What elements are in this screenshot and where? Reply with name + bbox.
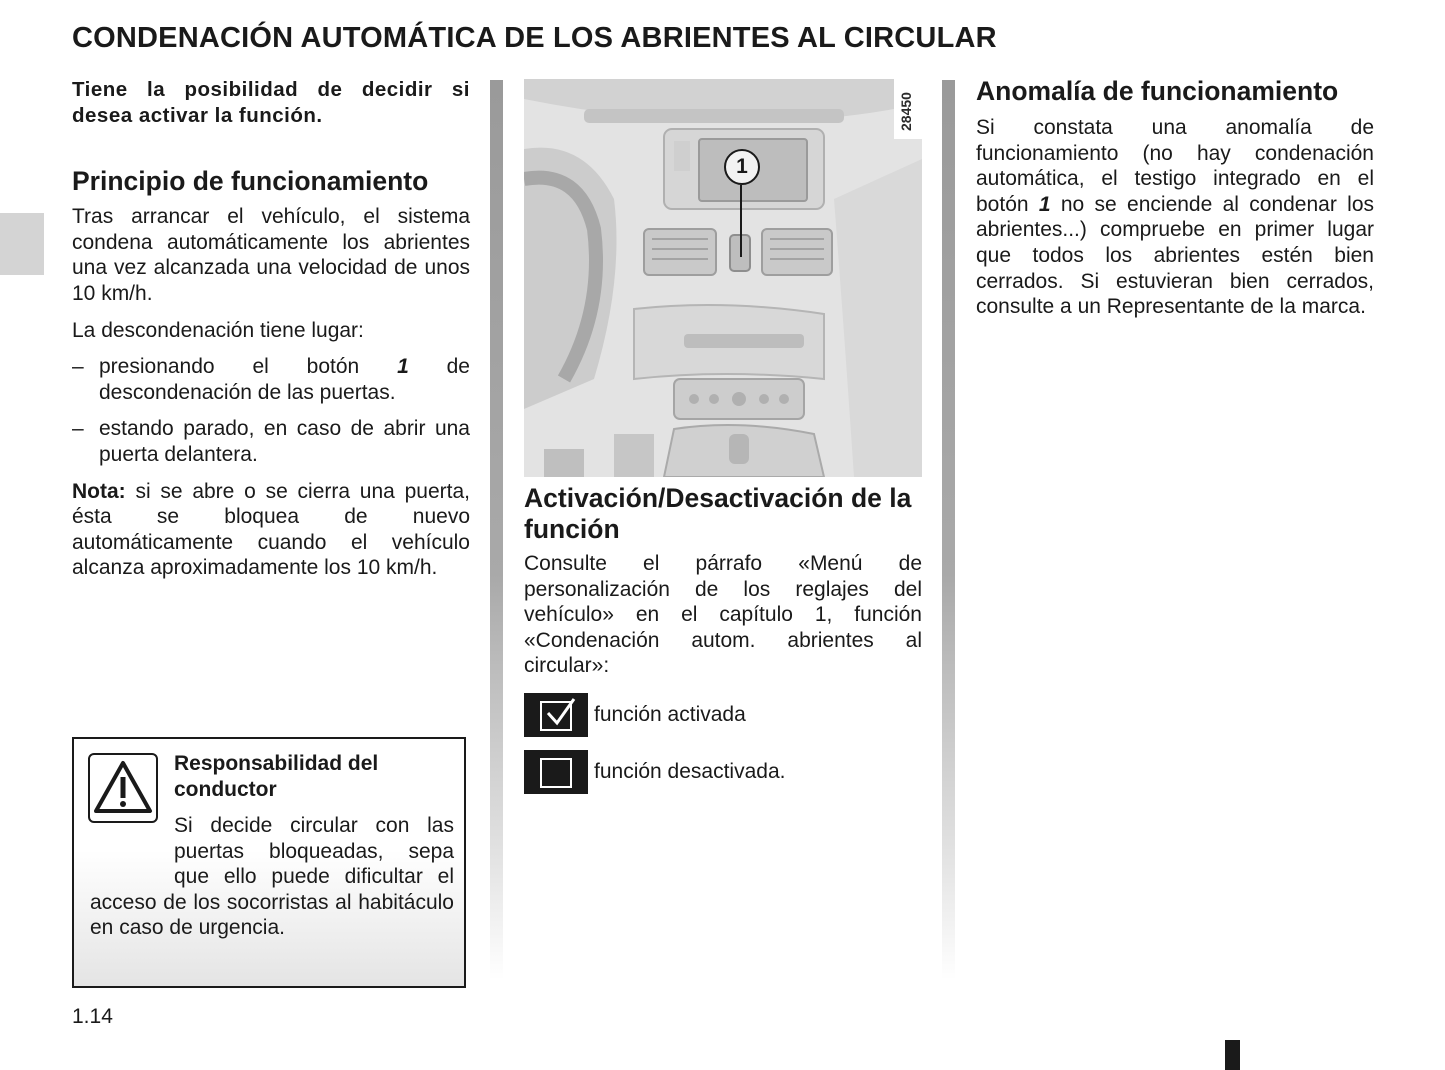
warning-title: Responsabilidad del conductor <box>174 752 379 801</box>
warning-body: Si decide circular con las puertas bloqueadas, sepa que ello puede dificultar el acceso de los socorristas al habitáculo en caso de urgencia. <box>90 814 454 940</box>
dashboard-illustration <box>524 79 922 477</box>
warning-box <box>72 737 466 988</box>
list-item-text: estando parado, en caso de abrir una puerta delantera. <box>99 417 470 466</box>
callout-line <box>740 185 742 257</box>
chapter-tab <box>0 213 44 275</box>
option-enabled <box>524 693 922 737</box>
column-middle <box>524 76 922 794</box>
note-label: Nota: <box>72 479 126 503</box>
button-ref: 1 <box>1038 192 1051 216</box>
column-left <box>72 76 470 581</box>
heading-anomalia: Anomalía de funcionamiento <box>976 76 1339 106</box>
note-paragraph: Nota: si se abre o se cierra una puerta, ésta se bloquea de nuevo automáticamente cuando el vehículo alcanza aproximadamente los 10 km/h. <box>72 479 470 580</box>
list-item <box>72 416 470 467</box>
checkbox-unchecked-icon <box>524 750 588 794</box>
activation-paragraph: Consulte el párrafo «Menú de personalización de los reglajes del vehículo» en el capítulo 1, función «Condenación autom. abrientes al circular»: <box>524 552 922 678</box>
list-item <box>72 354 470 405</box>
column-right <box>976 76 1374 320</box>
heading-principio: Principio de funcionamiento <box>72 166 429 197</box>
dash-marker: – <box>72 417 84 441</box>
unlock-intro: La descondenación tiene lugar: <box>72 318 364 342</box>
anomaly-paragraph: Si constata una anomalía de funcionamiento (no hay condenación automática, el testigo integrado en el botón 1 no se enciende al condenar los abrientes...) compruebe en primer lugar que todos los abrientes estén bien cerrados. Si estuvieran bien cerrados, consulte a un Representante de la marca. <box>976 116 1374 319</box>
list-item-text: presionando el botón 1 de descondenación de las puertas. <box>99 355 470 404</box>
dash-marker: – <box>72 355 84 379</box>
warning-body-wrap <box>90 813 454 941</box>
corner-mark <box>1225 1040 1240 1070</box>
page-title: CONDENACIÓN AUTOMÁTICA DE LOS ABRIENTES AL CIRCULAR <box>72 22 997 54</box>
heading-activacion: Activación/Desactivación de la función <box>524 483 912 544</box>
option-disabled <box>524 750 922 794</box>
checkbox-checked-icon <box>524 693 588 737</box>
button-ref: 1 <box>397 355 409 379</box>
principle-paragraph: Tras arrancar el vehículo, el sistema condena automáticamente los abrientes una vez alcanzada una velocidad de unos 10 km/h. <box>72 205 470 305</box>
dashboard-drawing <box>524 79 922 477</box>
option-disabled-label: función desactivada. <box>594 760 786 784</box>
intro-text: Tiene la posibilidad de decidir si desea activar la función. <box>72 78 470 127</box>
column-divider <box>942 80 955 980</box>
option-enabled-label: función activada <box>594 703 746 727</box>
page-number: 1.14 <box>72 1005 113 1028</box>
figure-code: 28450 <box>894 79 922 139</box>
callout-number: 1 <box>724 149 760 185</box>
column-divider <box>490 80 503 980</box>
